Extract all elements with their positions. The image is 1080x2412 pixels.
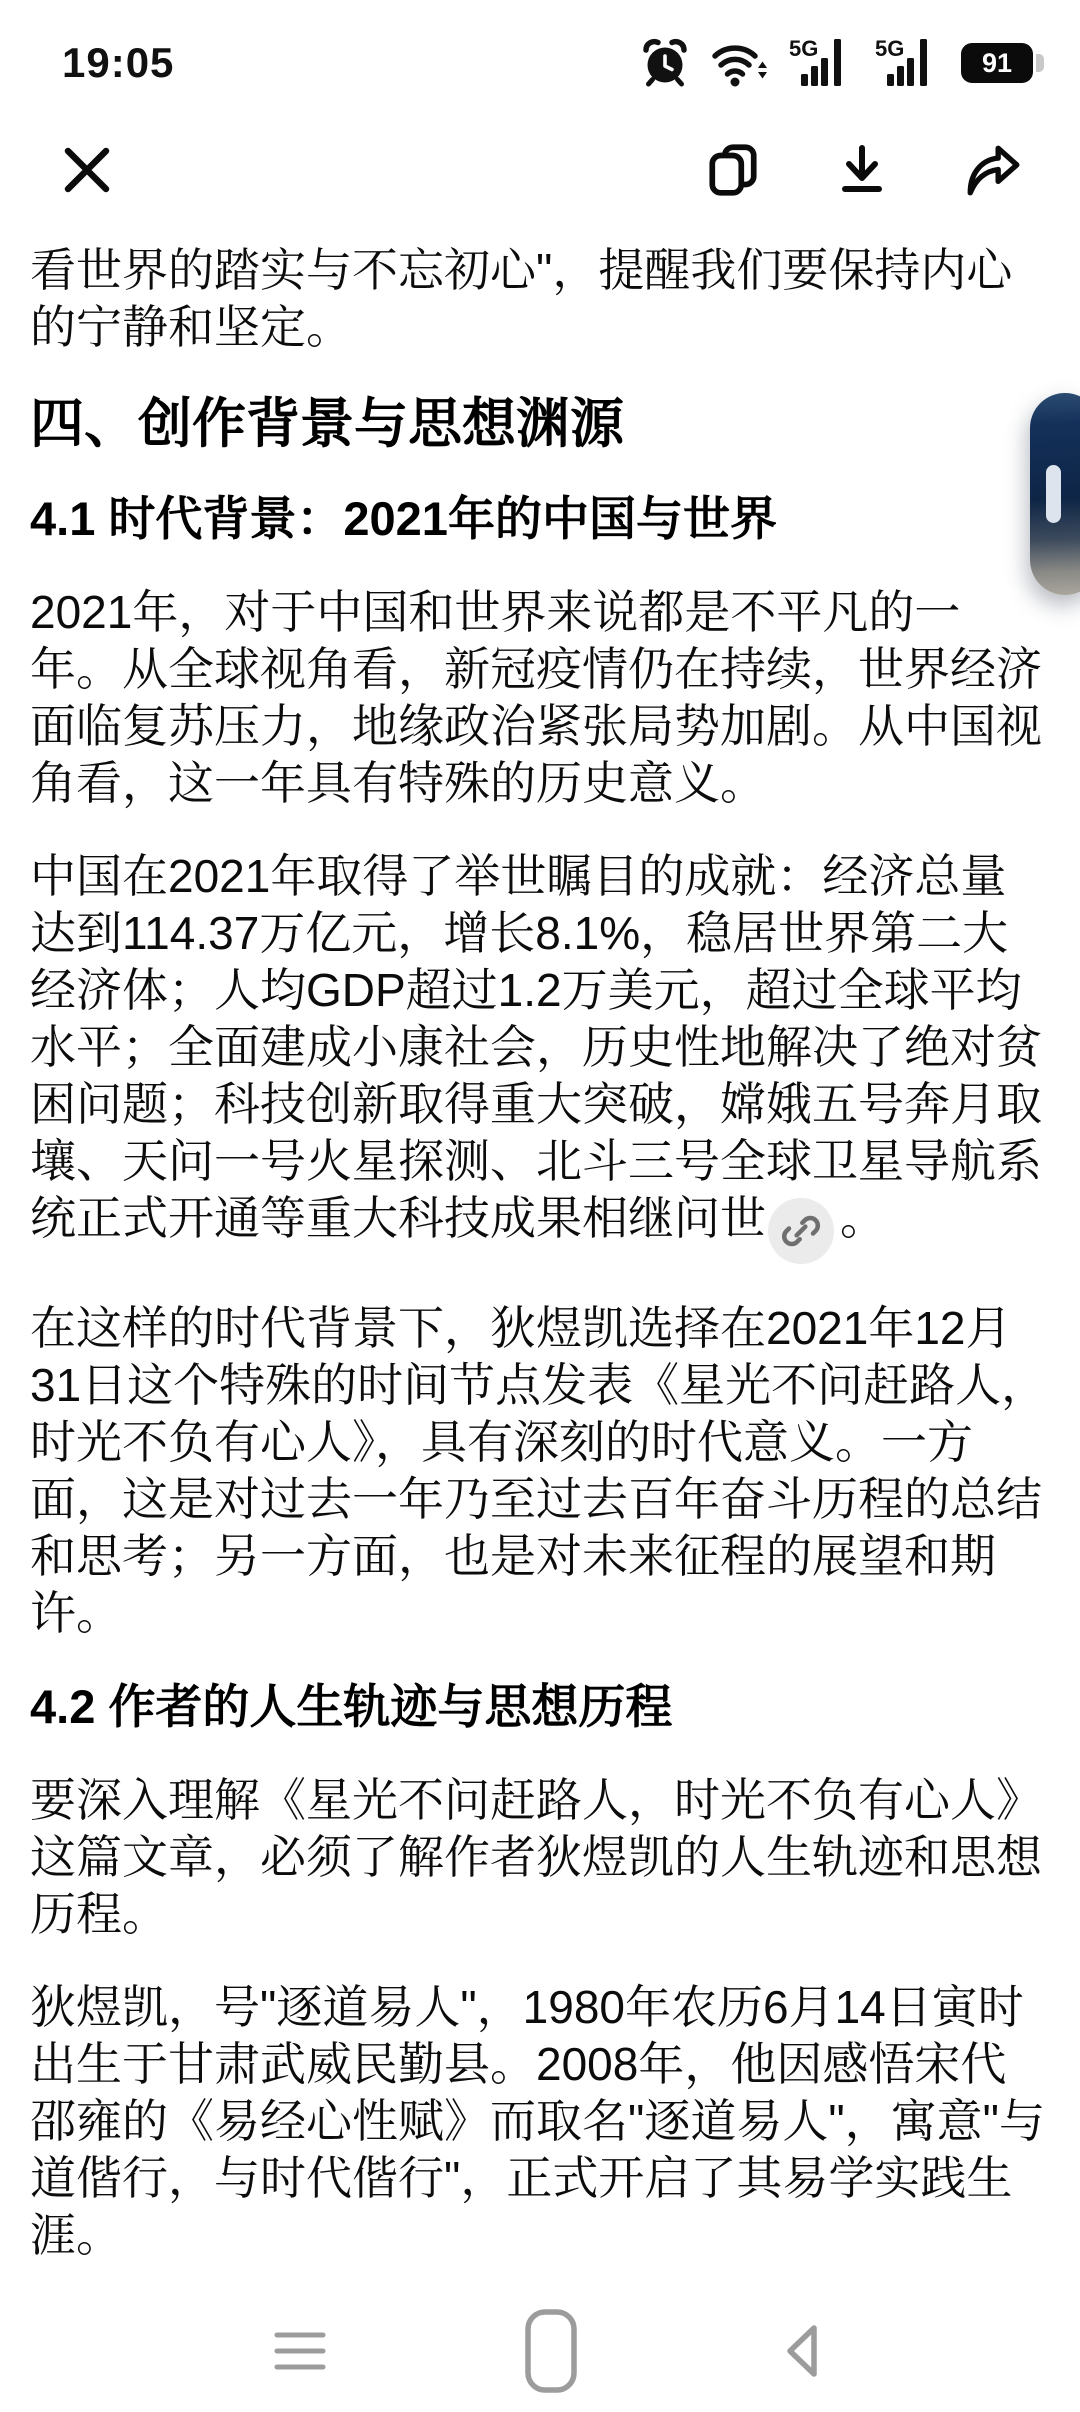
download-icon bbox=[834, 142, 890, 198]
paragraph-text: 中国在2021年取得了举世瞩目的成就：经济总量达到114.37万亿元，增长8.1%，稳居世界第二大经济体；人均GDP超过1.2万美元，超过全球平均水平；全面建成小康社会，历史性地解决了绝对贫困问题；科技创新取得重大突破，嫦娥五号奔月取壤、天问一号火星探测、北斗三号全球卫星导航系统正式开通等重大科技成果相继问世 bbox=[30, 850, 1042, 1244]
alarm-icon bbox=[639, 37, 691, 89]
document-content bbox=[0, 208, 1080, 2264]
battery-percent: 91 bbox=[981, 47, 1013, 78]
close-button[interactable] bbox=[60, 143, 114, 197]
subsection-heading-4-1: 4.1 时代背景：2021年的中国与世界 bbox=[30, 492, 777, 545]
wifi-icon bbox=[709, 37, 771, 89]
clock-label: 19:05 bbox=[62, 39, 175, 86]
toolbar-actions bbox=[704, 141, 1024, 199]
share-button[interactable] bbox=[962, 141, 1024, 199]
paragraph-suffix: 。 bbox=[840, 1192, 886, 1244]
link-icon bbox=[782, 1212, 820, 1250]
edge-panel-handle[interactable] bbox=[1030, 393, 1080, 595]
section-heading: 四、创作背景与思想渊源 bbox=[30, 394, 624, 454]
copy-button[interactable] bbox=[704, 141, 762, 199]
paragraph: 2021年，对于中国和世界来说都是不平凡的一年。从全球视角看，新冠疫情仍在持续，世界经济面临复苏压力，地缘政治紧张局势加剧。从中国视角看，这一年具有特殊的历史意义。 bbox=[30, 586, 1042, 809]
paragraph-continuation: 看世界的踏实与不忘初心"，提醒我们要保持内心的宁静和坚定。 bbox=[30, 244, 1013, 353]
handle-grip-icon bbox=[1046, 465, 1061, 523]
copy-icon bbox=[704, 141, 762, 199]
home-icon bbox=[524, 2308, 578, 2394]
subsection-heading-4-2: 4.2 作者的人生轨迹与思想历程 bbox=[30, 1680, 673, 1733]
back-button[interactable] bbox=[751, 2290, 851, 2412]
battery-indicator bbox=[961, 43, 1044, 83]
share-icon bbox=[962, 141, 1024, 199]
close-icon bbox=[60, 143, 114, 197]
toolbar bbox=[0, 132, 1080, 208]
signal-icon-sim1: 5G bbox=[789, 38, 857, 88]
citation-link-button[interactable] bbox=[768, 1198, 834, 1264]
home-button[interactable] bbox=[501, 2290, 601, 2412]
back-icon bbox=[778, 2320, 824, 2382]
battery-nub bbox=[1036, 54, 1044, 72]
download-button[interactable] bbox=[834, 142, 890, 198]
status-icons bbox=[639, 37, 1044, 89]
paragraph: 在这样的时代背景下，狄煜凯选择在2021年12月31日这个特殊的时间节点发表《星光不问赶路人，时光不负有心人》，具有深刻的时代意义。一方面，这是对过去一年乃至过去百年奋斗历程的总结和思考；另一方面，也是对未来征程的展望和期许。 bbox=[30, 1302, 1048, 1639]
nav-bar bbox=[0, 2290, 1080, 2412]
paragraph-with-citation bbox=[30, 848, 1050, 1264]
paragraph: 狄煜凯，号"逐道易人"，1980年农历6月14日寅时出生于甘肃武威民勤县。2008年，他因感悟宋代邵雍的《易经心性赋》而取名"逐道易人"，寓意"与道偕行，与时代偕行"，正式开启了其易学实践生涯。 bbox=[30, 1981, 1045, 2261]
recents-button[interactable] bbox=[250, 2290, 350, 2412]
signal-icon-sim2: 5G bbox=[875, 38, 943, 88]
recents-icon bbox=[274, 2330, 326, 2372]
status-bar bbox=[0, 0, 1080, 96]
paragraph: 要深入理解《星光不问赶路人，时光不负有心人》这篇文章，必须了解作者狄煜凯的人生轨迹和思想历程。 bbox=[30, 1774, 1042, 1940]
